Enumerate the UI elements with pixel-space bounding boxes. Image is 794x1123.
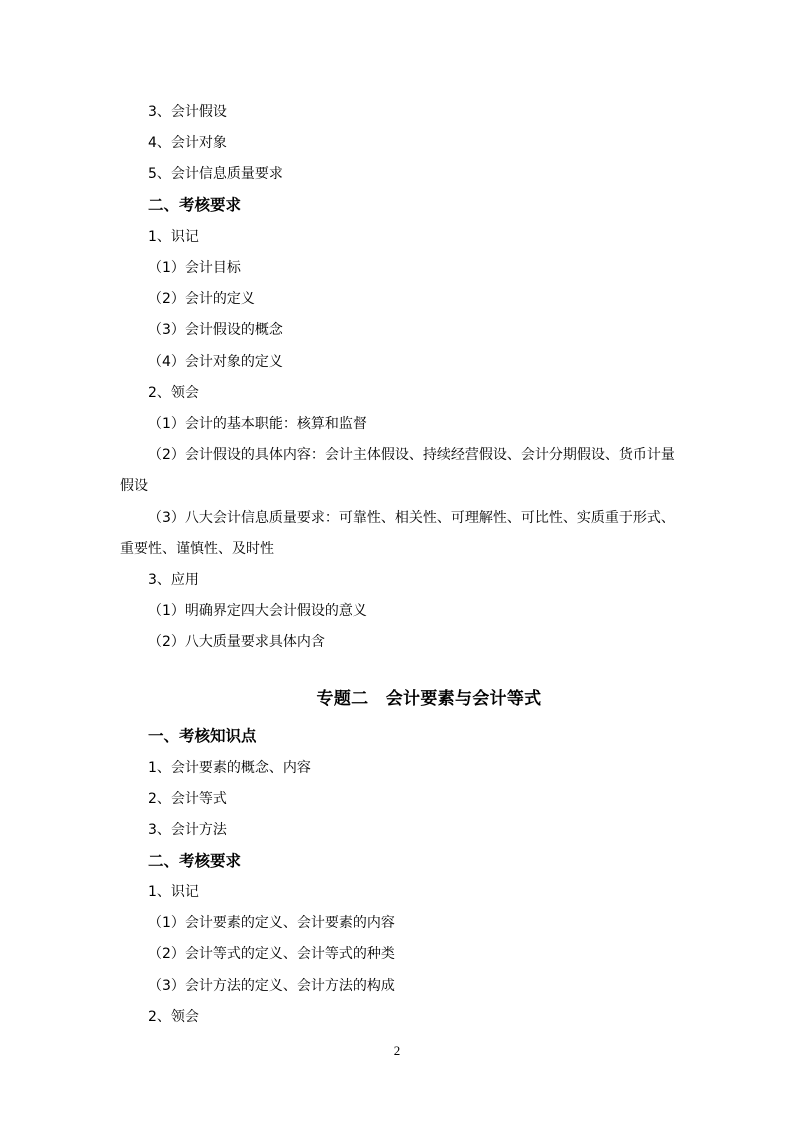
subsection-label: 1、识记 [148, 229, 199, 245]
list-item: （1）明确界定四大会计假设的意义 [148, 603, 367, 619]
list-item: （2）八大质量要求具体内含 [148, 634, 325, 650]
list-item: （2）会计等式的定义、会计等式的种类 [148, 946, 395, 962]
list-item: （1）会计的基本职能：核算和监督 [148, 416, 367, 432]
knowledge-item: 3、会计假设 [148, 104, 227, 120]
knowledge-item: 5、会计信息质量要求 [148, 166, 283, 182]
subsection-label: 2、领会 [148, 1009, 199, 1025]
section-heading: 一、考核知识点 [148, 727, 257, 745]
topic-title: 专题二 会计要素与会计等式 [316, 689, 542, 709]
list-item: （4）会计对象的定义 [148, 354, 283, 370]
list-item: （2）会计的定义 [148, 291, 255, 307]
knowledge-item: 3、会计方法 [148, 822, 227, 838]
section-heading: 二、考核要求 [148, 196, 242, 214]
subsection-label: 3、应用 [148, 572, 199, 588]
subsection-label: 2、领会 [148, 385, 199, 401]
list-item: （1）会计要素的定义、会计要素的内容 [148, 915, 395, 931]
subsection-label: 1、识记 [148, 884, 199, 900]
list-item-continuation: 重要性、谨慎性、及时性 [120, 541, 274, 557]
list-item: （1）会计目标 [148, 260, 241, 276]
list-item: （3）会计方法的定义、会计方法的构成 [148, 978, 395, 994]
page-number: 2 [393, 1043, 401, 1058]
section-heading: 二、考核要求 [148, 852, 242, 870]
list-item: （3）八大会计信息质量要求：可靠性、相关性、可理解性、可比性、实质重于形式、 [148, 510, 675, 526]
knowledge-item: 2、会计等式 [148, 791, 227, 807]
list-item: （3）会计假设的概念 [148, 322, 283, 338]
list-item: （2）会计假设的具体内容：会计主体假设、持续经营假设、会计分期假设、货币计量 [148, 447, 675, 463]
list-item-continuation: 假设 [120, 478, 148, 494]
knowledge-item: 1、会计要素的概念、内容 [148, 760, 311, 776]
knowledge-item: 4、会计对象 [148, 135, 227, 151]
